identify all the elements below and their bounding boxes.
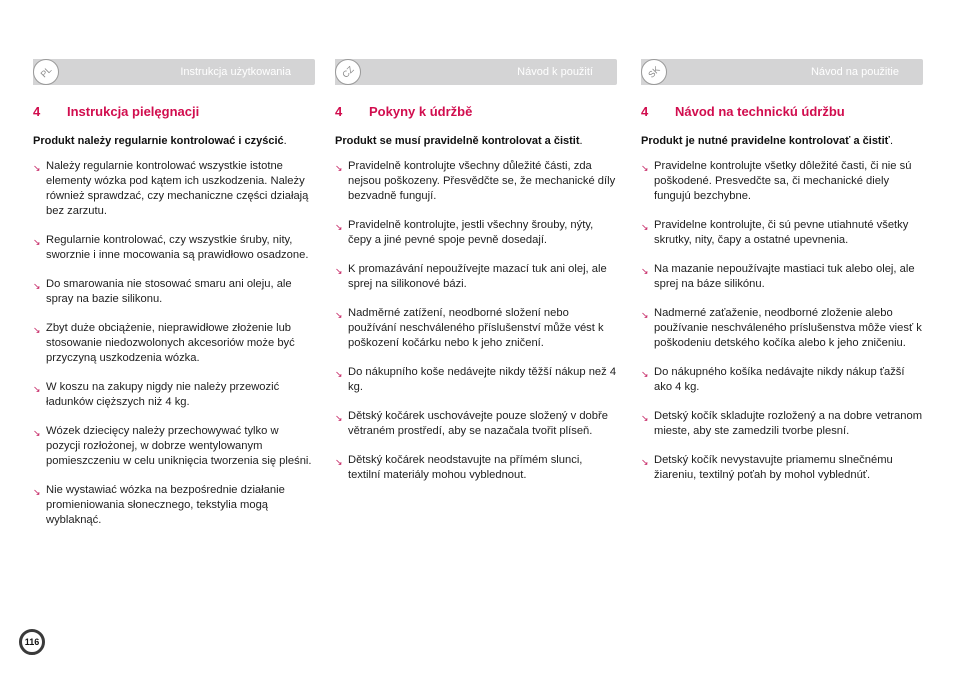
item-text: K promazávání nepoužívejte mazací tuk ani olej, ale sprej na silikonové bázi. [348,263,607,290]
arrow-icon: ↘ [641,310,649,320]
item-text: Do nákupného košíka nedávajte nikdy nákup ťažší ako 4 kg. [654,366,905,393]
list-item [335,159,617,204]
arrow-icon: ↘ [335,369,343,379]
list-item [641,159,923,204]
arrow-icon: ↘ [33,281,41,291]
item-text: Na mazanie nepoužívajte mastiaci tuk alebo olej, ale sprej na báze silikónu. [654,263,915,290]
intro-bold: Produkt je nutné pravidelne kontrolovať a čistiť [641,135,890,147]
instruction-list [33,159,315,528]
intro-bold: Produkt należy regularnie kontrolować i czyścić [33,135,284,147]
list-item [33,483,315,528]
list-item [33,277,315,307]
item-text: Pravidelne kontrolujte, či sú pevne utiahnuté všetky skrutky, nity, čapy a ostatné upevnenia. [654,219,909,246]
item-text: Nadměrné zatížení, neodborné složení nebo používání neschváleného příslušenství může vést k poškození kočárku nebo k jeho zničení. [348,307,604,349]
column-pl [33,59,315,542]
arrow-icon: ↘ [33,325,41,335]
item-text: Wózek dziecięcy należy przechowywać tylko w pozycji rozłożonej, w dobrze wentylowanym pomieszczeniu w celu uniknięcia tworzenia się pleśni. [46,425,312,467]
instruction-list [335,159,617,483]
item-text: Detský kočík nevystavujte priamemu slnečnému žiareniu, textilný poťah by mohol vyblednúť. [654,454,893,481]
section-title: Návod na technickú údržbu [675,104,845,119]
header-bar [335,59,617,85]
list-item [335,306,617,351]
item-text: Należy regularnie kontrolować wszystkie istotne elementy wózka pod kątem ich uszkodzenia. Należy również sprawdzać, czy mechaniczne części działają bez zarzutu. [46,160,309,217]
item-text: W koszu na zakupy nigdy nie należy przewozić ładunków cięższych niż 4 kg. [46,381,280,408]
header-bar [641,59,923,85]
item-text: Do nákupního koše nedávejte nikdy těžší nákup než 4 kg. [348,366,617,393]
arrow-icon: ↘ [641,369,649,379]
item-text: Do smarowania nie stosować smaru ani oleju, ale spray na bazie silikonu. [46,278,292,305]
section-heading [33,104,315,120]
list-item [33,424,315,469]
arrow-icon: ↘ [641,163,649,173]
item-text: Dětský kočárek uschovávejte pouze složený v dobře větraném prostředí, aby se nazačala tvořit plíseň. [348,410,608,437]
section-number: 4 [335,104,343,119]
arrow-icon: ↘ [33,163,41,173]
list-item [641,409,923,439]
list-item [335,453,617,483]
arrow-icon: ↘ [335,310,343,320]
item-text: Nadmerné zaťaženie, neodborné zloženie alebo používanie neschváleného príslušenstva môže viesť k poškodeniu detského kočíka alebo k jeho zničeniu. [654,307,922,349]
item-text: Nie wystawiać wózka na bezpośrednie działanie promieniowania słonecznego, tekstylia mogą wyblaknąć. [46,484,285,526]
arrow-icon: ↘ [641,222,649,232]
list-item [641,218,923,248]
item-text: Pravidelně kontrolujte všechny důležité části, zda nejsou poškozeny. Přesvědčte se, že mechanické díly bezvadně fungují. [348,160,616,202]
section-number: 4 [641,104,649,119]
arrow-icon: ↘ [641,457,649,467]
intro-text: Produkt należy regularnie kontrolować i czyścić. [33,135,287,147]
item-text: Detský kočík skladujte rozložený a na dobre vetranom mieste, aby ste zamedzili tvorbe plesní. [654,410,923,437]
arrow-icon: ↘ [335,266,343,276]
list-item [641,306,923,351]
list-item [335,262,617,292]
list-item [335,409,617,439]
arrow-icon: ↘ [33,384,41,394]
header-title: Instrukcja użytkowania [180,66,291,78]
item-text: Pravidelne kontrolujte všetky dôležité časti, či nie sú poškodené. Presvedčte sa, či mechanické diely fungujú bezchybne. [654,160,912,202]
column-sk [641,59,923,497]
header-title: Návod k použití [517,66,593,78]
list-item [33,233,315,263]
intro-text: Produkt se musí pravidelně kontrolovat a čistit. [335,135,583,147]
item-text: Zbyt duże obciążenie, nieprawidłowe złożenie lub stosowanie niedozwolonych akcesoriów może być przyczyną uszkodzenia wózka. [46,322,295,364]
list-item [33,159,315,219]
section-heading [335,104,617,120]
arrow-icon: ↘ [335,457,343,467]
list-item [33,321,315,366]
list-item [335,365,617,395]
arrow-icon: ↘ [335,163,343,173]
list-item [33,380,315,410]
header-title: Návod na použitie [810,66,899,78]
arrow-icon: ↘ [641,266,649,276]
arrow-icon: ↘ [33,428,41,438]
language-badge: CZ [330,54,367,91]
section-title: Instrukcja pielęgnacji [67,104,200,119]
item-text: Dětský kočárek neodstavujte na přímém slunci, textilní materiály mohou vyblednout. [348,454,583,481]
arrow-icon: ↘ [641,413,649,423]
section-title: Pokyny k údržbě [369,104,473,119]
section-number: 4 [33,104,41,119]
list-item [335,218,617,248]
language-badge: SK [636,54,673,91]
language-badge: PL [28,54,65,91]
arrow-icon: ↘ [33,237,41,247]
instruction-list [641,159,923,483]
item-text: Regularnie kontrolować, czy wszystkie śruby, nity, sworznie i inne mocowania są prawidłowo osadzone. [46,234,309,261]
list-item [641,365,923,395]
item-text: Pravidelně kontrolujte, jestli všechny šrouby, nýty, čepy a jiné pevné spoje pevně dosedají. [348,219,594,246]
list-item [641,453,923,483]
header-bar [33,59,315,85]
list-item [641,262,923,292]
section-heading [641,104,923,120]
arrow-icon: ↘ [335,222,343,232]
intro-text: Produkt je nutné pravidelne kontrolovať a čistiť. [641,135,893,147]
arrow-icon: ↘ [335,413,343,423]
intro-bold: Produkt se musí pravidelně kontrolovat a čistit [335,135,580,147]
page-number: 116 [19,629,45,655]
arrow-icon: ↘ [33,487,41,497]
column-cz [335,59,617,497]
